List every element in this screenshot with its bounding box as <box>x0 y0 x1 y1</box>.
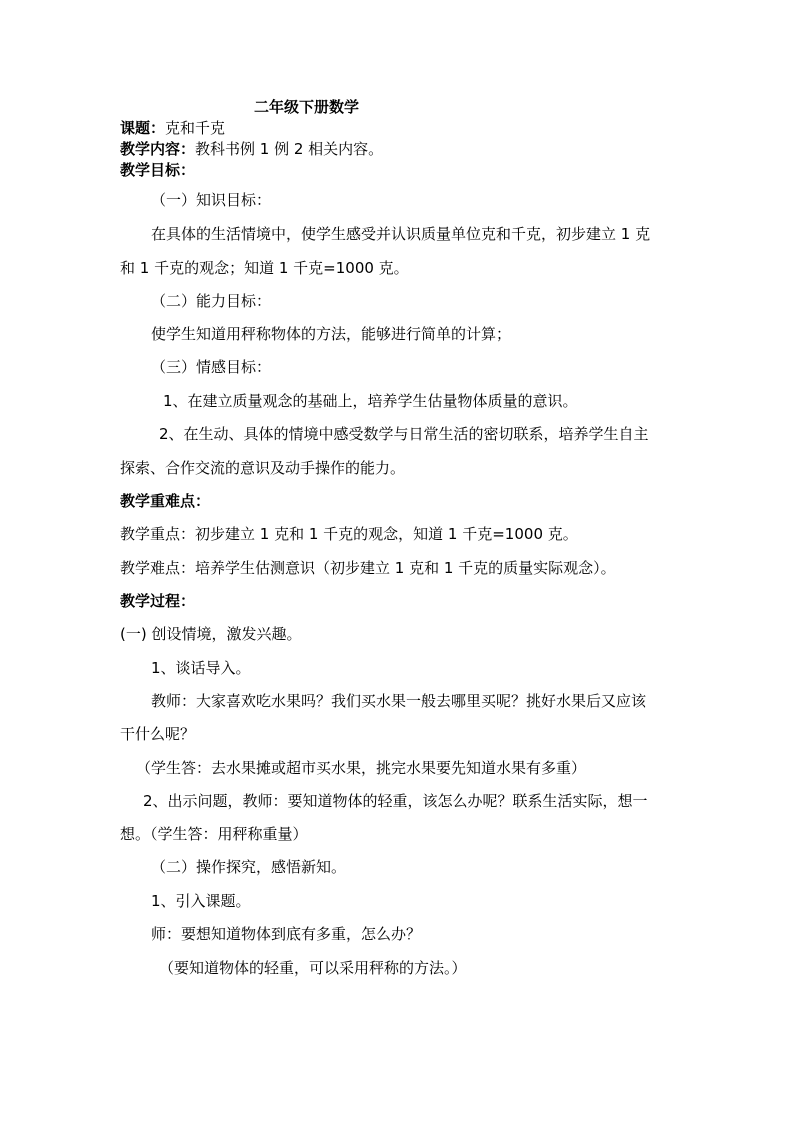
step1-teacher-b: 干什么呢？ <box>120 725 196 743</box>
goal1-text-a: 在具体的生活情境中，使学生感受并认识质量单位克和千克，初步建立 1 克 <box>151 225 651 243</box>
difficulty-text: 教学难点：培养学生估测意识（初步建立 1 克和 1 千克的质量实际观念）。 <box>120 559 616 577</box>
step2-heading: （二）操作探究，感悟新知。 <box>151 858 347 876</box>
goal3-item1: 1、在建立质量观念的基础上，培养学生估量物体质量的意识。 <box>163 392 578 410</box>
goal3-item2-b: 探索、合作交流的意识及动手操作的能力。 <box>120 459 406 477</box>
step1-teacher-a: 教师：大家喜欢吃水果吗？我们买水果一般去哪里买呢？挑好水果后又应该 <box>151 692 647 710</box>
goal2-text: 使学生知道用秤称物体的方法，能够进行简单的计算； <box>151 325 512 343</box>
process-heading: 教学过程： <box>120 592 196 610</box>
step1-item2-b: 想。（学生答：用秤称重量） <box>120 825 308 843</box>
goal1-heading: （一）知识目标： <box>151 191 272 209</box>
step1-item2-a: 2、出示问题，教师：要知道物体的轻重，该怎么办呢？联系生活实际，想一 <box>143 792 648 810</box>
content-line <box>120 139 383 159</box>
content-label: 教学内容： <box>120 140 196 158</box>
goal1-text-b: 和 1 千克的观念；知道 1 千克=1000 克。 <box>120 259 409 277</box>
lesson-line <box>120 118 225 138</box>
content-value: 教科书例 1 例 2 相关内容。 <box>195 140 384 158</box>
step2-item1: 1、引入课题。 <box>151 892 251 910</box>
goal2-heading: （二）能力目标： <box>151 292 272 310</box>
keypoints-heading: 教学重难点： <box>120 492 211 510</box>
goals-heading: 教学目标： <box>120 161 196 179</box>
step1-student: （学生答：去水果摊或超市买水果，挑完水果要先知道水果有多重） <box>136 759 587 777</box>
lesson-label: 课题： <box>120 119 166 137</box>
step1-heading: (一) 创设情境，激发兴趣。 <box>120 625 302 643</box>
step1-item1: 1、谈话导入。 <box>151 659 251 677</box>
goal3-item2-a: 2、在生动、具体的情境中感受数学与日常生活的密切联系，培养学生自主 <box>159 425 649 443</box>
keypoint-text: 教学重点：初步建立 1 克和 1 千克的观念，知道 1 千克=1000 克。 <box>120 525 578 543</box>
goal3-heading: （三）情感目标： <box>151 358 272 376</box>
step2-teacher: 师：要想知道物体到底有多重，怎么办？ <box>151 925 422 943</box>
document-title: 二年级下册数学 <box>254 98 360 116</box>
step2-answer: （要知道物体的轻重，可以采用秤称的方法。） <box>159 959 467 977</box>
lesson-value: 克和千克 <box>165 119 226 137</box>
